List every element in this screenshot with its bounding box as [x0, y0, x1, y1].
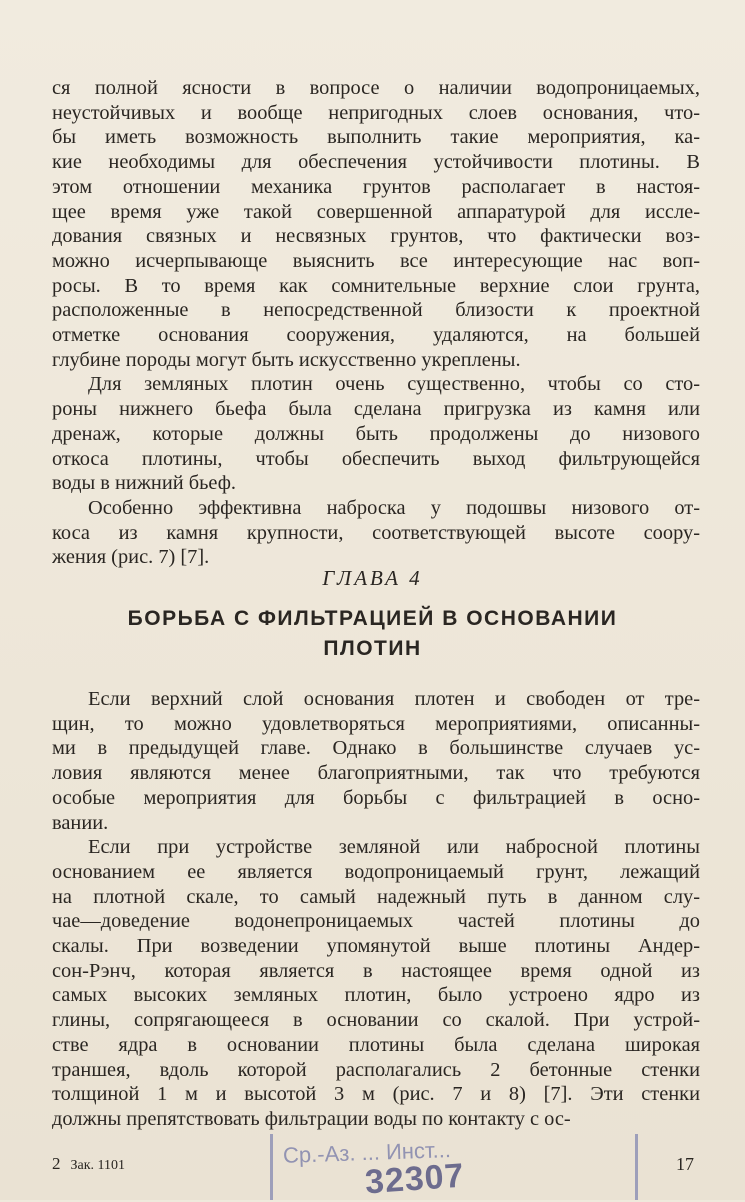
text-line: на плотной скале, то самый надежный путь в данном слу- — [52, 885, 700, 908]
text-line: траншея, вдоль которой располагались 2 бетонные стенки — [52, 1058, 700, 1081]
paragraph — [52, 76, 700, 372]
text-line: щее время уже такой совершенной аппаратурой для иссле- — [52, 200, 700, 223]
text-line: ми в предыдущей главе. Однако в большинстве случаев ус- — [52, 737, 700, 760]
text-line: сон-Рэнч, которая является в настоящее время одной из — [52, 959, 700, 982]
text-line: росы. В то время как сомнительные верхние слои грунта, — [52, 274, 700, 297]
text-line: особые мероприятия для борьбы с фильтрацией в осно- — [52, 786, 700, 809]
chapter-title-line-2: ПЛОТИН — [323, 637, 422, 660]
paragraph — [52, 835, 700, 1131]
text-line: Если верхний слой основания плотен и свободен от тре- — [88, 688, 700, 710]
text-line: самых высоких земляных плотин, было устроено ядро из — [52, 984, 700, 1007]
text-line: дования связных и несвязных грунтов, что фактически воз- — [52, 225, 700, 248]
text-block-bottom — [52, 687, 700, 1132]
print-order: Зак. 1101 — [70, 1158, 126, 1173]
text-line: жения (рис. 7) [7]. — [52, 546, 210, 569]
text-line: Для земляных плотин очень существенно, чтобы со сто- — [88, 373, 700, 396]
text-line: этом отношении механика грунтов располагает в настоя- — [52, 175, 700, 198]
text-line: дренаж, которые должны быть продолжены до низового — [52, 422, 700, 445]
text-line: глубине породы могут быть искусственно укреплены. — [52, 348, 521, 371]
text-line: Особенно эффективна наброска у подошвы низового от- — [88, 496, 700, 519]
text-line: вании. — [52, 811, 109, 834]
text-line: ся полной ясности в вопросе о наличии водопроницаемых, — [52, 77, 700, 99]
text-line: основанием ее является водопроницаемый грунт, лежащий — [52, 860, 700, 883]
text-line: воды в нижний бьеф. — [52, 472, 237, 495]
stamp-number: 32307 — [363, 1156, 466, 1202]
page-number: 17 — [676, 1154, 694, 1174]
paragraph — [52, 372, 700, 496]
paragraph — [52, 496, 700, 570]
text-line: коса из камня крупности, соответствующей высоте соору- — [52, 521, 700, 544]
text-line: бы иметь возможность выполнить такие мероприятия, ка- — [52, 126, 700, 149]
text-line: неустойчивых и вообще непригодных слоев основания, что- — [52, 101, 700, 124]
text-line: должны препятствовать фильтрации воды по контакту с ос- — [52, 1107, 571, 1130]
text-line: чае—доведение водонепроницаемых частей плотины до — [52, 910, 700, 933]
paragraph — [52, 687, 700, 835]
text-line: скалы. При возведении упомянутой выше плотины Андер- — [52, 935, 700, 958]
chapter-label: ГЛАВА 4 — [322, 566, 423, 590]
text-line: можно исчерпывающе выяснить все интересующие нас воп- — [52, 249, 700, 272]
library-stamp — [270, 1134, 638, 1200]
text-line: расположенные в непосредственной близости к проектной — [52, 299, 700, 322]
footer-signature — [52, 1154, 125, 1174]
text-line: кие необходимы для обеспечения устойчивости плотины. В — [52, 151, 700, 174]
stamp-text: Ср.-Аз. ... Инст... — [282, 1137, 452, 1168]
signature-mark: 2 — [52, 1154, 61, 1173]
text-line: ловия являются менее благоприятными, так что требуются — [52, 762, 700, 785]
text-block-top — [52, 76, 700, 570]
text-line: стве ядра в основании плотины была сделана широкая — [52, 1033, 700, 1056]
chapter-title-line-1: БОРЬБА С ФИЛЬТРАЦИЕЙ В ОСНОВАНИИ — [127, 607, 618, 630]
text-line: отметке основания сооружения, удаляются, на большей — [52, 324, 700, 347]
text-line: толщиной 1 м и высотой 3 м (рис. 7 и 8) [7]. Эти стенки — [52, 1083, 700, 1106]
text-line: откоса плотины, чтобы обеспечить выход фильтрующейся — [52, 447, 700, 470]
chapter-title — [0, 604, 745, 664]
text-line: роны нижнего бьефа была сделана пригрузка из камня или — [52, 398, 700, 421]
text-line: щин, то можно удовлетворяться мероприятиями, описанны- — [52, 712, 700, 735]
text-line: глины, сопрягающееся в основании со скалой. При устрой- — [52, 1009, 700, 1032]
text-line: Если при устройстве земляной или набросной плотины — [88, 836, 700, 859]
